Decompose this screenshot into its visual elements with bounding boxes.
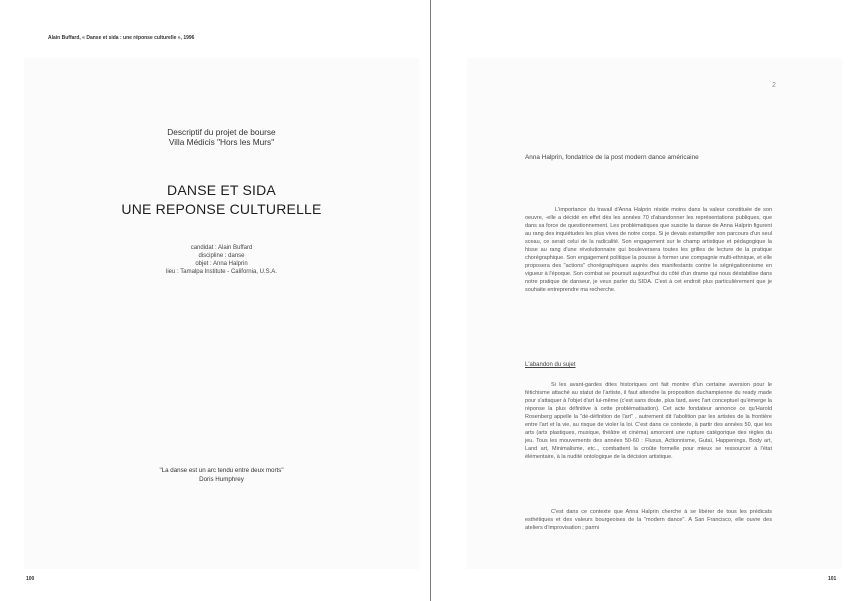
document-title-line-2: UNE REPONSE CULTURELLE [121, 201, 322, 217]
section-heading: L'abandon du sujet [525, 362, 576, 368]
epigraph-quote: "La danse est un arc tendu entre deux morts" [159, 467, 284, 474]
folio-left: 100 [26, 576, 35, 582]
meta-object: objet : Anna Halprin [195, 261, 248, 267]
meta-candidate: candidat : Alain Buffard [190, 245, 253, 251]
page-gutter [430, 0, 431, 601]
document-title-line-1: DANSE ET SIDA [167, 182, 276, 198]
epigraph-author: Doris Humphrey [199, 476, 244, 483]
section-subtitle: Anna Halprin, fondatrice de la post modern dance américaine [525, 154, 699, 161]
page-number: 2 [772, 82, 776, 89]
folio-right: 101 [828, 576, 837, 582]
right-page [467, 58, 842, 569]
meta-location: lieu : Tamalpa Institute - California, U.S.A. [166, 269, 277, 275]
project-line-2: Villa Médicis "Hors les Murs" [168, 137, 275, 147]
running-header: Alain Buffard, « Danse et sida : une réponse culturelle », 1996 [48, 35, 195, 41]
meta-discipline: discipline : danse [198, 253, 245, 259]
project-line-1: Descriptif du projet de bourse [167, 127, 276, 137]
left-page [24, 58, 419, 569]
paragraph-3: C'est dans ce contexte que Anna Halprin cherche à se libérer de tous les prédicats esthétiques et des valeurs bourgeoises de la "modern dance". A San Francisco, elle ouvre des ateliers d'improvisation ; parmi [525, 509, 772, 532]
paragraph-1: L'importance du travail d'Anna Halprin réside moins dans la valeur constituée de son oeuvre, -elle a décidé en effet dès les années 70 d'abandonner les représentations publiques, que dans sa force de questionnement. Les problématiques que suscite la danse de Anna Halprin figurent au rang des inquiétudes les plus vives de notre corps. Si je devais estampiller son parcours d'un seul sceau, ce serait celui de la radicalité. Son engagement sur le champ artistique et pédagogique la hisse au rang d'une révolutionnaire qui bouleversera toutes les grilles de lecture de la pratique chorégraphique. Son engagement politique la pousse à former une compagnie multi-ethnique, et elle proposera des "actions" chorégraphiques auprès des manifestants contre le ségrégationnisme en vigueur à l'époque. Son combat se poursuit aujourd'hui du côté d'un drame qui nous déstabilise dans notre pratique de danseur, je veux parler du SIDA. C'est à cet endroit plus particulièrement que je souhaite entreprendre ma recherche. [525, 207, 772, 294]
paragraph-2: Si les avant-gardes dites historiques ont fait montre d'un certaine aversion pour le fétichisme attaché au statut de l'artiste, il faut attendre la proposition duchampienne du ready made pour s'attaquer à l'objet d'art lui-même (c'est sans doute, plus tard, avec l'art conceptuel qu'émerge la réponse la plus définitive à cette problématisation). Cet acte fondateur annonce ce qu'Harold Rosenberg appelle la "dé-définition de l'art" , autrement dit l'abolition par les artistes de la frontière entre l'art et la vie, au risque de violer la loi. C'est dans ce contexte, à partir des années 50, que les arts (arts plastiques, musique, théâtre et cinéma) amorcent une rupture catégorique des règles du jeu. Tous les mouvements des années 50-60 : Fluxus, Actionnisme, Gutaï, Happenings, Body art, Land art, Minimalisme, etc.., combattent la croûte formelle pour mieux se ressourcer à l'état élémentaire, à la nudité ontologique de la décision artistique. [525, 382, 772, 461]
